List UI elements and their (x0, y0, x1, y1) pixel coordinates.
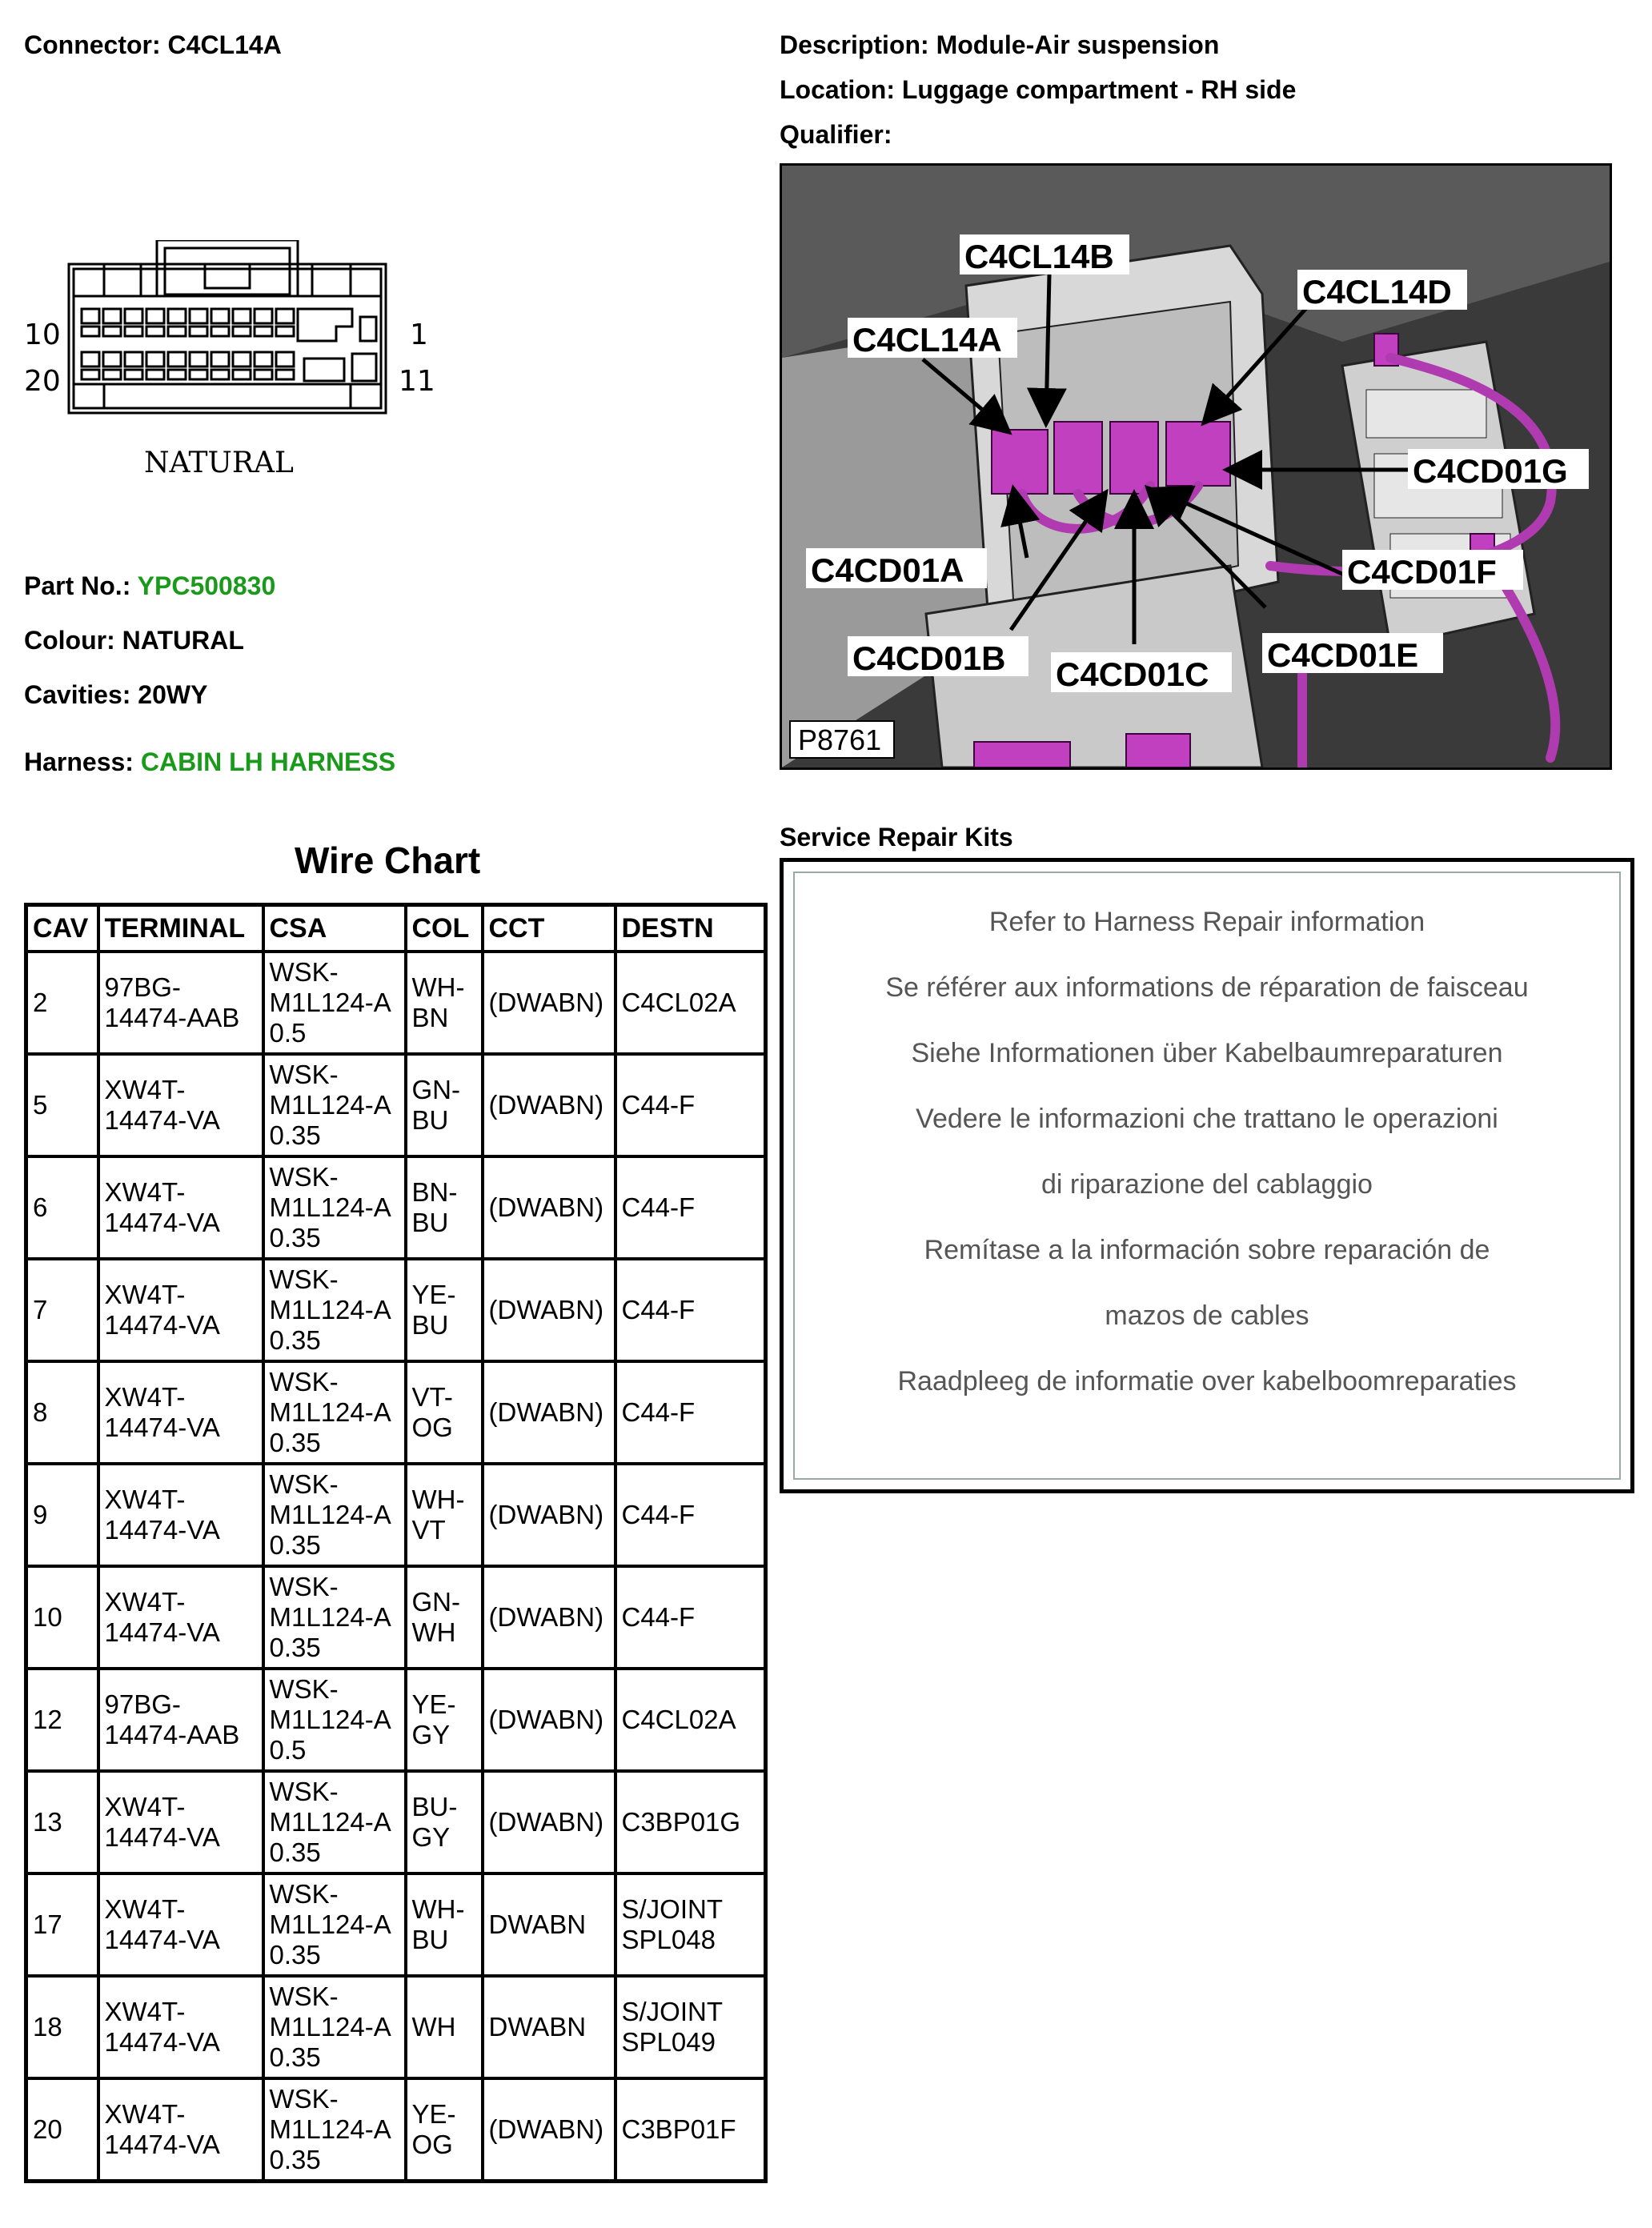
pin-cavity-lower (233, 327, 251, 336)
cell-csa: WSK- M1L124-A 0.35 (263, 1566, 406, 1669)
cell-col: YE- BU (406, 1259, 483, 1361)
cell-terminal: XW4T- 14474-VA (98, 2078, 263, 2182)
cell-cct: (DWABN) (483, 1566, 615, 1669)
qualifier-label: Qualifier: (780, 120, 892, 149)
cell-col: GN- WH (406, 1566, 483, 1669)
repair-line-8: Raadpleeg de informatie over kabelboomreparaties (897, 1366, 1517, 1397)
pin-cavity-lower (255, 327, 272, 336)
cell-terminal: XW4T- 14474-VA (98, 1873, 263, 1976)
repair-line-1: Refer to Harness Repair information (988, 907, 1425, 937)
description-line (780, 30, 1219, 60)
wire-chart-title: Wire Chart (295, 840, 481, 881)
pin-cavity (125, 352, 142, 367)
cell-cct: (DWABN) (483, 1464, 615, 1566)
repair-line-2: Se référer aux informations de réparation de faisceau (885, 972, 1529, 1003)
cavities-label: Cavities: (24, 680, 131, 709)
cell-cct: DWABN (483, 1873, 615, 1976)
pin-cavity (82, 352, 99, 367)
cavities-line (24, 680, 207, 710)
harness-value: CABIN LH HARNESS (140, 747, 396, 776)
cell-cct: (DWABN) (483, 1669, 615, 1771)
part-number-value: YPC500830 (137, 571, 276, 600)
col-header-destn: DESTN (615, 905, 766, 952)
cell-cav: 13 (26, 1771, 98, 1873)
pin-cavity-lower (168, 327, 186, 336)
table-row (26, 1464, 766, 1566)
cell-csa: WSK- M1L124-A 0.35 (263, 2078, 406, 2182)
cell-col: YE- OG (406, 2078, 483, 2182)
pin-cavity (255, 309, 272, 323)
cell-destn: C44-F (615, 1361, 766, 1464)
cell-csa: WSK- M1L124-A 0.35 (263, 1464, 406, 1566)
pin-cavity (233, 352, 251, 367)
pin-cavity-lower (168, 370, 186, 379)
pin-cavity (276, 309, 294, 323)
pin-row-bottom (82, 352, 294, 379)
cell-col: YE- GY (406, 1669, 483, 1771)
wire-chart-table (24, 903, 768, 2183)
cell-terminal: XW4T- 14474-VA (98, 1156, 263, 1259)
photo-label-c4cd01c: C4CD01C (1056, 655, 1209, 693)
cell-col: BU- GY (406, 1771, 483, 1873)
col-header-col: COL (406, 905, 483, 952)
pin-cavity-lower (233, 370, 251, 379)
cell-terminal: XW4T- 14474-VA (98, 1976, 263, 2078)
location-line (780, 75, 1296, 105)
cell-cav: 6 (26, 1156, 98, 1259)
cell-terminal: XW4T- 14474-VA (98, 1464, 263, 1566)
photo-label-c4cl14d: C4CL14D (1302, 273, 1452, 311)
cell-cct: (DWABN) (483, 1054, 615, 1156)
photo-label-c4cd01b: C4CD01B (852, 639, 1006, 677)
part-number-line (24, 571, 275, 601)
cell-col: VT- OG (406, 1361, 483, 1464)
pin-cavity (146, 352, 164, 367)
repair-line-7: mazos de cables (1105, 1300, 1309, 1331)
pin-cavity (233, 309, 251, 323)
cell-csa: WSK- M1L124-A 0.35 (263, 1361, 406, 1464)
cell-cct: (DWABN) (483, 2078, 615, 2182)
pin-cavity-lower (146, 370, 164, 379)
repair-line-3: Siehe Informationen über Kabelbaumreparaturen (911, 1038, 1503, 1068)
pin-cavity (190, 352, 207, 367)
pin-cavity-lower (146, 327, 164, 336)
location-label: Location: (780, 75, 895, 104)
colour-value: NATURAL (122, 626, 244, 655)
repair-line-5: di riparazione del cablaggio (1041, 1169, 1373, 1200)
table-row (26, 1976, 766, 2078)
cell-csa: WSK- M1L124-A 0.35 (263, 1873, 406, 1976)
cell-csa: WSK- M1L124-A 0.5 (263, 1669, 406, 1771)
table-row (26, 1873, 766, 1976)
cell-col: GN- BU (406, 1054, 483, 1156)
connector-value: C4CL14A (167, 30, 282, 59)
cell-cav: 12 (26, 1669, 98, 1771)
cell-destn: C44-F (615, 1464, 766, 1566)
cell-cav: 2 (26, 952, 98, 1054)
connector-label: Connector: (24, 30, 161, 59)
cell-cct: (DWABN) (483, 1771, 615, 1873)
cell-col: WH (406, 1976, 483, 2078)
cell-cct: (DWABN) (483, 1361, 615, 1464)
cavities-value: 20WY (138, 680, 208, 709)
photo-label-c4cd01a: C4CD01A (811, 551, 964, 589)
cell-csa: WSK- M1L124-A 0.35 (263, 1259, 406, 1361)
col-header-csa: CSA (263, 905, 406, 952)
cell-cav: 7 (26, 1259, 98, 1361)
cell-csa: WSK- M1L124-A 0.35 (263, 1771, 406, 1873)
table-row (26, 1771, 766, 1873)
photo-reference: P8761 (798, 723, 882, 756)
cell-csa: WSK- M1L124-A 0.5 (263, 952, 406, 1054)
cell-destn: C4CL02A (615, 952, 766, 1054)
service-repair-box (780, 858, 1634, 1493)
cell-destn: C44-F (615, 1054, 766, 1156)
service-repair-inner (793, 872, 1621, 1480)
cell-destn: S/JOINT SPL048 (615, 1873, 766, 1976)
pin-cavity (211, 309, 229, 323)
part-number-label: Part No.: (24, 571, 131, 600)
pin-cavity (276, 352, 294, 367)
cell-destn: C44-F (615, 1156, 766, 1259)
cell-terminal: XW4T- 14474-VA (98, 1566, 263, 1669)
pin-label-11: 11 (399, 365, 435, 398)
col-header-terminal: TERMINAL (98, 905, 263, 952)
pin-label-1: 1 (410, 319, 428, 351)
table-row (26, 2078, 766, 2182)
cell-csa: WSK- M1L124-A 0.35 (263, 1156, 406, 1259)
photo-label-c4cd01f: C4CD01F (1347, 553, 1497, 591)
cell-destn: C4CL02A (615, 1669, 766, 1771)
cell-cct: (DWABN) (483, 952, 615, 1054)
pin-cavity-lower (255, 370, 272, 379)
pin-cavity-lower (211, 327, 229, 336)
cell-cct: (DWABN) (483, 1259, 615, 1361)
pin-cavity (103, 309, 121, 323)
pin-cavity (255, 352, 272, 367)
cell-terminal: XW4T- 14474-VA (98, 1054, 263, 1156)
cell-col: WH- VT (406, 1464, 483, 1566)
table-row (26, 1259, 766, 1361)
connector-heading (24, 30, 282, 60)
pin-label-20: 20 (24, 365, 61, 398)
table-row (26, 1566, 766, 1669)
connector-face-diagram (16, 240, 448, 496)
cell-cct: (DWABN) (483, 1156, 615, 1259)
table-row (26, 1669, 766, 1771)
pin-row-top (82, 309, 294, 336)
pin-cavity (125, 309, 142, 323)
photo-label-c4cd01g: C4CD01G (1413, 452, 1568, 490)
cell-destn: C44-F (615, 1566, 766, 1669)
cell-terminal: XW4T- 14474-VA (98, 1361, 263, 1464)
pin-cavity (146, 309, 164, 323)
col-header-cav: CAV (26, 905, 98, 952)
connector-caption: NATURAL (144, 447, 294, 479)
table-row (26, 1054, 766, 1156)
photo-label-c4cd01e: C4CD01E (1267, 636, 1419, 674)
pin-cavity (168, 309, 186, 323)
table-row (26, 1361, 766, 1464)
cell-terminal: 97BG- 14474-AAB (98, 1669, 263, 1771)
cell-col: WH- BN (406, 952, 483, 1054)
pin-label-10: 10 (24, 319, 61, 351)
cell-destn: S/JOINT SPL049 (615, 1976, 766, 2078)
colour-line (24, 626, 244, 655)
cell-cav: 17 (26, 1873, 98, 1976)
repair-line-6: Remítase a la información sobre reparación de (924, 1235, 1490, 1265)
cell-cav: 9 (26, 1464, 98, 1566)
harness-line (24, 747, 395, 777)
pin-cavity-lower (103, 370, 121, 379)
qualifier-line (780, 120, 892, 150)
cell-csa: WSK- M1L124-A 0.35 (263, 1054, 406, 1156)
connector-location-photo (780, 163, 1612, 770)
pin-cavity-lower (190, 327, 207, 336)
col-header-cct: CCT (483, 905, 615, 952)
cell-col: BN- BU (406, 1156, 483, 1259)
wire-chart-header-row (26, 905, 766, 952)
pin-cavity (103, 352, 121, 367)
pin-cavity (190, 309, 207, 323)
photo-illustration (782, 166, 1610, 767)
photo-label-c4cl14a: C4CL14A (852, 321, 1002, 359)
cell-terminal: 97BG- 14474-AAB (98, 952, 263, 1054)
pin-cavity-lower (125, 327, 142, 336)
location-value: Luggage compartment - RH side (901, 75, 1297, 104)
pin-cavity (211, 352, 229, 367)
cell-cav: 5 (26, 1054, 98, 1156)
cell-destn: C44-F (615, 1259, 766, 1361)
service-repair-title: Service Repair Kits (780, 823, 1013, 852)
photo-label-c4cl14b: C4CL14B (964, 238, 1114, 275)
cell-csa: WSK- M1L124-A 0.35 (263, 1976, 406, 2078)
description-value: Module-Air suspension (936, 30, 1220, 59)
cell-terminal: XW4T- 14474-VA (98, 1771, 263, 1873)
pin-cavity-lower (82, 327, 99, 336)
cell-cav: 18 (26, 1976, 98, 2078)
pin-cavity-lower (125, 370, 142, 379)
cell-terminal: XW4T- 14474-VA (98, 1259, 263, 1361)
colour-label: Colour: (24, 626, 115, 655)
pin-cavity-lower (82, 370, 99, 379)
pin-cavity (82, 309, 99, 323)
pin-cavity-lower (276, 370, 294, 379)
cell-col: WH- BU (406, 1873, 483, 1976)
cell-destn: C3BP01G (615, 1771, 766, 1873)
table-row (26, 952, 766, 1054)
pin-cavity-lower (211, 370, 229, 379)
harness-label: Harness: (24, 747, 134, 776)
cell-cav: 20 (26, 2078, 98, 2182)
cell-cct: DWABN (483, 1976, 615, 2078)
description-label: Description: (780, 30, 929, 59)
table-row (26, 1156, 766, 1259)
repair-line-4: Vedere le informazioni che trattano le operazioni (916, 1104, 1498, 1134)
cell-cav: 8 (26, 1361, 98, 1464)
cell-cav: 10 (26, 1566, 98, 1669)
cell-destn: C3BP01F (615, 2078, 766, 2182)
pin-cavity (168, 352, 186, 367)
pin-cavity-lower (103, 327, 121, 336)
pin-cavity-lower (190, 370, 207, 379)
pin-cavity-lower (276, 327, 294, 336)
